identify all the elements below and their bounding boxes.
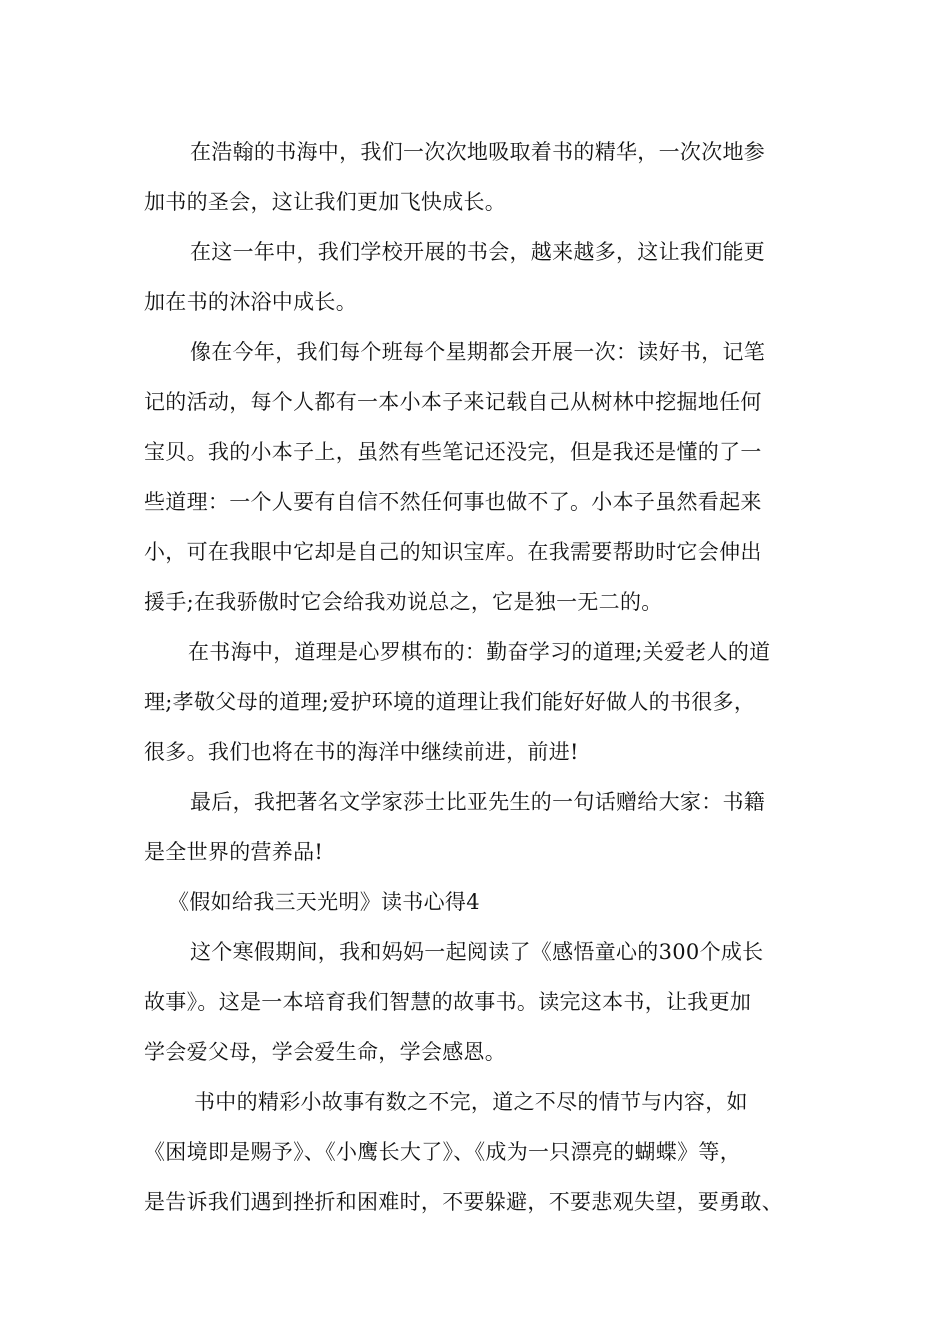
paragraph [144,1077,824,1227]
section-heading [144,877,824,927]
text-line: 故事》。这是一本培育我们智慧的故事书。读完这本书，让我更加 [144,990,752,1014]
text-line: 这个寒假期间，我和妈妈一起阅读了《感悟童心的300个成长 [190,940,764,964]
text-line: 小，可在我眼中它却是自己的知识宝库。在我需要帮助时它会伸出 [144,540,762,564]
text-line: 《困境即是赐予》、《小鹰长大了》、《成为一只漂亮的蝴蝶》等， [144,1140,741,1164]
text-line: 援手;在我骄傲时它会给我劝说总之，它是独一无二的。 [144,590,663,614]
paragraph [144,777,824,877]
text-line: 在这一年中，我们学校开展的书会，越来越多，这让我们能更 [190,240,766,264]
text-line: 理;孝敬父母的道理;爱护环境的道理让我们能好好做人的书很多， [144,690,756,714]
paragraph [144,627,824,777]
text-line: 在浩翰的书海中，我们一次次地吸取着书的精华，一次次地参 [190,140,766,164]
heading-line: 《假如给我三天光明》读书心得4 [168,890,480,914]
document-body [144,127,824,1227]
text-line: 最后，我把著名文学家莎士比亚先生的一句话赠给大家：书籍 [190,790,766,814]
text-line: 在书海中，道理是心罗棋布的：勤奋学习的道理;关爱老人的道 [188,640,771,664]
text-line: 学会爱父母，学会爱生命，学会感恩。 [144,1040,507,1064]
text-line: 很多。我们也将在书的海洋中继续前进，前进! [144,740,579,764]
text-line: 宝贝。我的小本子上，虽然有些笔记还没完，但是我还是懂的了一 [144,440,762,464]
text-line: 些道理：一个人要有自信不然任何事也做不了。小本子虽然看起来 [144,490,762,514]
text-line: 像在今年，我们每个班每个星期都会开展一次：读好书，记笔 [190,340,766,364]
paragraph [144,327,824,627]
text-line: 加书的圣会，这让我们更加飞快成长。 [144,190,507,214]
text-line: 是告诉我们遇到挫折和困难时，不要躲避，不要悲观失望，要勇敢、 [144,1190,783,1214]
paragraph [144,127,824,227]
text-line: 加在书的沐浴中成长。 [144,290,357,314]
text-line: 书中的精彩小故事有数之不完，道之不尽的情节与内容，如 [194,1090,748,1114]
paragraph [144,927,824,1077]
text-line: 是全世界的营养品! [144,840,324,864]
paragraph [144,227,824,327]
text-line: 记的活动，每个人都有一本小本子来记载自己从树林中挖掘地任何 [144,390,762,414]
